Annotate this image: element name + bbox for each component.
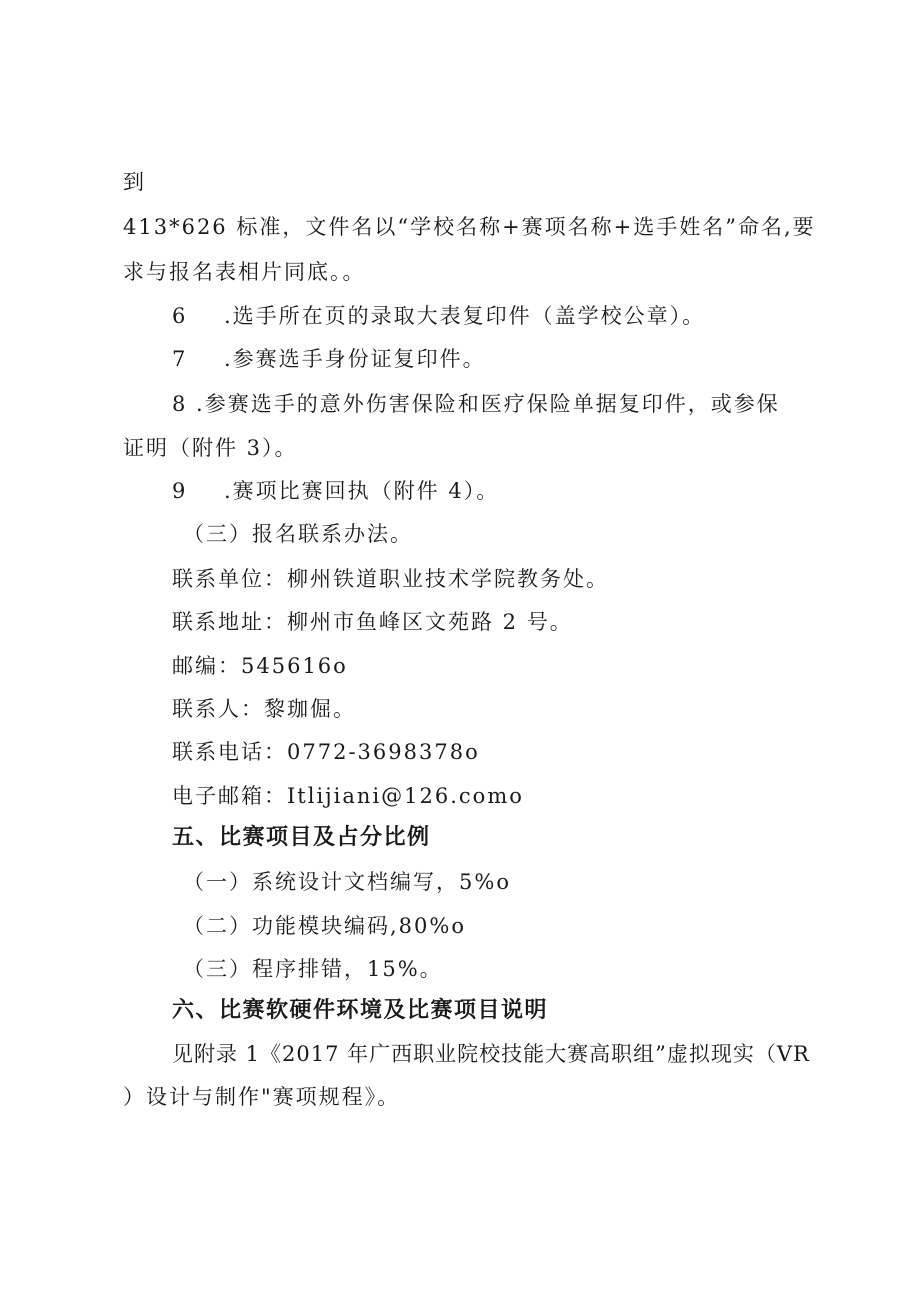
list-number: 9	[172, 479, 188, 503]
contact-unit: 联系单位：柳州铁道职业技术学院教务处。	[172, 567, 609, 591]
list-item: （三）程序排错，15%。	[183, 957, 443, 981]
text-line: 见附录 1《2017 年广西职业院校技能大赛高职组”虚拟现实（VR	[172, 1042, 810, 1066]
list-item-8: 8 .参赛选手的意外伤害保险和医疗保险单据复印件，或参保	[172, 392, 780, 416]
text-line: 证明（附件 3）。	[123, 436, 298, 460]
text-line: 413*626 标准，文件名以“学校名称+赛项名称+选手姓名”命名,要	[123, 215, 816, 239]
contact-phone: 联系电话：0772-3698378o	[172, 740, 480, 764]
list-number: 7	[172, 347, 188, 371]
list-item-6	[172, 302, 705, 330]
section-heading-5: 五、比赛项目及占分比例	[172, 825, 431, 850]
list-item-7	[172, 345, 486, 373]
section-heading-6: 六、比赛软硬件环境及比赛项目说明	[172, 998, 549, 1023]
list-item: （二）功能模块编码,80%o	[183, 914, 466, 938]
list-number: 6	[172, 304, 188, 328]
contact-address: 联系地址：柳州市鱼峰区文苑路 2 号。	[172, 610, 573, 634]
list-text: .赛项比赛回执（附件 4）。	[224, 479, 500, 503]
list-text: .参赛选手身份证复印件。	[224, 347, 486, 371]
list-text: .选手所在页的录取大表复印件（盖学校公章）。	[224, 304, 706, 328]
postal-code: 邮编：545616o	[172, 654, 348, 678]
text-line: 求与报名表相片同底。。	[123, 260, 366, 284]
text-line: 到	[123, 170, 146, 194]
list-item: （一）系统设计文档编写，5%o	[183, 870, 511, 894]
list-item-9	[172, 477, 499, 505]
contact-person: 联系人：黎珈倔。	[172, 697, 356, 721]
subsection-title: （三）报名联系办法。	[183, 522, 413, 546]
text-line: ）设计与制作"赛项规程》。	[123, 1085, 401, 1109]
contact-email: 电子邮箱：Itlijiani@126.como	[172, 784, 524, 808]
